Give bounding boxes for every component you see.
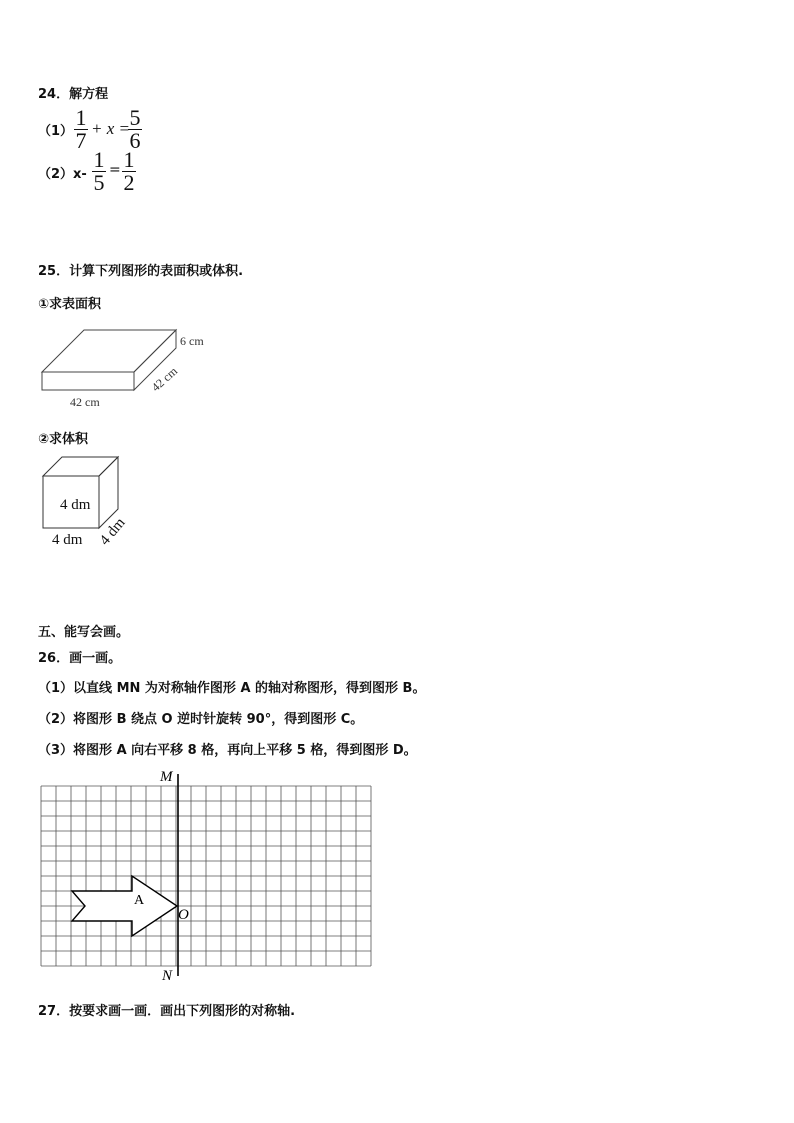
q26-item-3: （3）将图形 A 向右平移 8 格，再向上平移 5 格，得到图形 D。	[38, 743, 417, 758]
q24-part2-fraction-right	[122, 147, 136, 195]
q27-title: 27．按要求画一画．画出下列图形的对称轴.	[38, 1004, 296, 1019]
q24-part1-label: （1）	[38, 124, 74, 139]
grid-lines	[41, 786, 371, 966]
label-o: O	[178, 907, 189, 923]
cuboid-height-label: 6 cm	[180, 334, 204, 348]
q24-part2-label: （2）x-	[38, 167, 87, 182]
q24-title: 24．解方程	[38, 87, 109, 102]
numerator: 1	[123, 147, 135, 172]
denominator: 6	[129, 128, 141, 153]
denominator: 2	[123, 170, 135, 195]
cuboid-depth-label: 42 cm	[148, 363, 181, 395]
q24-part1-fraction-right	[128, 105, 142, 153]
numerator: 1	[75, 105, 87, 130]
q24-part2-fraction-left	[92, 147, 106, 195]
q25-part1-label: ①求表面积	[38, 297, 102, 312]
cube-figure	[36, 454, 146, 550]
section5-title: 五、能写会画。	[38, 625, 130, 640]
cube-front-label: 4 dm	[60, 497, 91, 513]
shape-a-label: A	[134, 893, 145, 908]
denominator: 7	[75, 128, 87, 153]
cuboid-width-label: 42 cm	[70, 395, 100, 408]
cuboid-figure	[36, 326, 216, 408]
numerator: 1	[93, 147, 105, 172]
numerator: 5	[129, 105, 141, 130]
q25-part2-label: ②求体积	[38, 432, 89, 447]
cube-side-label: 4 dm	[96, 514, 129, 549]
q24-part1-operator: + x =	[91, 119, 130, 138]
denominator: 5	[93, 170, 105, 195]
q26-item-2: （2）将图形 B 绕点 O 逆时针旋转 90°，得到图形 C。	[38, 712, 364, 727]
q24-part1-fraction-left	[74, 105, 88, 153]
label-n: N	[162, 968, 173, 984]
label-m: M	[160, 769, 173, 785]
q24-part2-equals: =	[109, 162, 121, 178]
q26-item-1: （1）以直线 MN 为对称轴作图形 A 的轴对称图形，得到图形 B。	[38, 681, 426, 696]
grid-figure	[30, 764, 390, 984]
q26-title: 26．画一画。	[38, 651, 122, 666]
q25-title: 25．计算下列图形的表面积或体积.	[38, 264, 244, 279]
cube-bottom-label: 4 dm	[52, 532, 83, 548]
